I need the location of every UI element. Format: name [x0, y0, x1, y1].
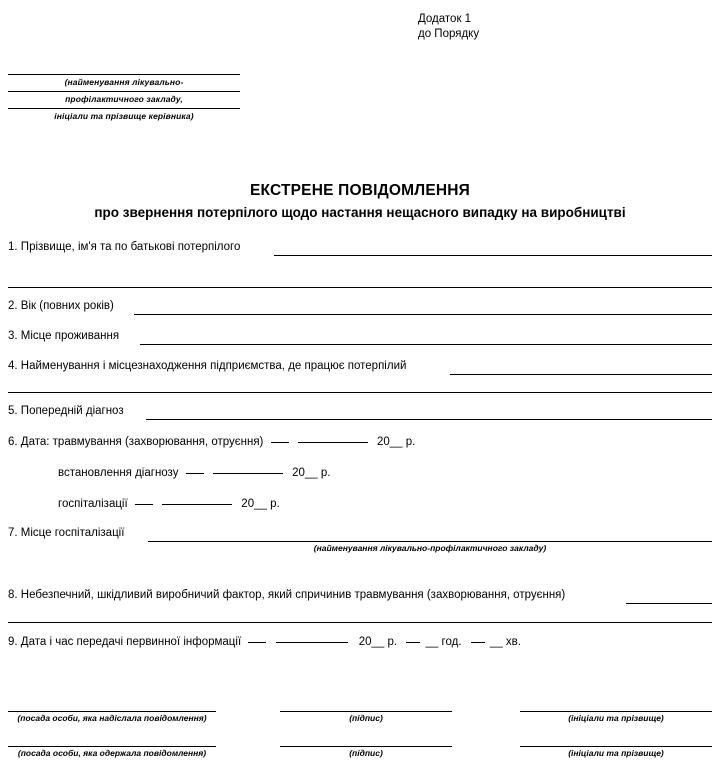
- signature-caption-2-name: (ініціали та прізвище): [568, 748, 664, 758]
- item-1-field-line-2[interactable]: [8, 287, 712, 288]
- item-6-number: 6.: [8, 436, 18, 448]
- signature-caption-1-position: (посада особи, яка надіслала повідомлення): [17, 713, 207, 723]
- signature-rule-1-position[interactable]: [8, 711, 216, 712]
- item-8-field-line-2[interactable]: [8, 622, 712, 623]
- item-1-label: [8, 241, 240, 253]
- signature-caption-1-name: (ініціали та прізвище): [568, 713, 664, 723]
- item-7-number: 7.: [8, 527, 18, 539]
- item-1-text: Прізвище, ім'я та по батькові потерпілого: [20, 241, 241, 253]
- item-6-hospitalization-label: госпіталізації: [58, 498, 128, 510]
- appendix-header: [418, 12, 479, 42]
- item-1-number: 1.: [8, 241, 18, 253]
- item-2-field-line[interactable]: [134, 314, 712, 315]
- item-6-hospitalization-year-suffix: 20__ р.: [241, 498, 280, 510]
- signature-rule-2-sign[interactable]: [280, 746, 452, 747]
- item-3-label: [8, 330, 119, 342]
- item-9-year-suffix: 20__ р.: [358, 636, 398, 648]
- institution-caption-3: ініціали та прізвище керівника): [54, 111, 194, 121]
- item-4-field-line-1[interactable]: [450, 374, 712, 375]
- item-7-text: Місце госпіталізації: [20, 527, 125, 539]
- item-4-text: Найменування і місцезнаходження підприємства, де працює потерпілий: [20, 360, 407, 372]
- signature-rule-2-name[interactable]: [520, 746, 712, 747]
- item-4-number: 4.: [8, 360, 18, 372]
- item-5-number: 5.: [8, 405, 18, 417]
- institution-caption-2: профілактичного закладу,: [65, 94, 183, 104]
- item-8-field-line-1[interactable]: [626, 603, 712, 604]
- item-7-caption: (найменування лікувально-профілактичного закладу): [313, 543, 547, 553]
- institution-block: [8, 74, 240, 125]
- item-2-label: [8, 300, 114, 312]
- appendix-number: Додаток 1: [418, 13, 472, 25]
- item-6-text: Дата: травмування (захворювання, отруєння): [20, 436, 264, 448]
- item-9-day-field[interactable]: [248, 642, 266, 643]
- item-6-day-field[interactable]: [271, 442, 289, 443]
- item-5-text: Попередній діагноз: [20, 405, 124, 417]
- item-9-text: Дата і час передачі первинної інформації: [20, 636, 242, 648]
- item-7-label: [8, 527, 124, 539]
- item-4-label: [8, 360, 406, 372]
- item-6-year-suffix: 20__ р.: [376, 436, 416, 448]
- item-9-month-field[interactable]: [276, 642, 348, 643]
- item-9-number: 9.: [8, 636, 18, 648]
- institution-caption-1: (найменування лікувально-: [64, 77, 184, 87]
- item-6-diagnosis-year-suffix: 20__ р.: [292, 467, 331, 479]
- page-subtitle: про звернення потерпілого щодо настання нещасного випадку на виробництві: [94, 205, 626, 220]
- item-2-number: 2.: [8, 300, 18, 312]
- signature-caption-2-position: (посада особи, яка одержала повідомлення): [17, 748, 207, 758]
- item-7-field-line[interactable]: [148, 541, 712, 542]
- item-6-diagnosis-row: [58, 467, 330, 479]
- item-6-diagnosis-day-field[interactable]: [186, 473, 204, 474]
- item-6-diagnosis-label: встановлення діагнозу: [58, 467, 179, 479]
- item-8-number: 8.: [8, 589, 18, 601]
- item-6-month-field[interactable]: [298, 442, 368, 443]
- item-5-label: [8, 405, 124, 417]
- item-9-hour-field[interactable]: [406, 642, 420, 643]
- item-2-text: Вік (повних років): [20, 300, 114, 312]
- item-4-field-line-2[interactable]: [8, 392, 712, 393]
- signature-rule-1-sign[interactable]: [280, 711, 452, 712]
- item-6-hospitalization-month-field[interactable]: [162, 504, 232, 505]
- item-9-minute-suffix: __ хв.: [489, 636, 521, 648]
- signature-caption-1-sign: (підпис): [349, 713, 383, 723]
- signature-rule-2-position[interactable]: [8, 746, 216, 747]
- item-9-hour-suffix: __ год.: [425, 636, 462, 648]
- item-6-hospitalization-row: [58, 498, 280, 510]
- item-5-field-line[interactable]: [146, 419, 712, 420]
- item-9-minute-field[interactable]: [471, 642, 485, 643]
- item-3-number: 3.: [8, 330, 18, 342]
- page-title: ЕКСТРЕНЕ ПОВІДОМЛЕННЯ: [249, 182, 471, 199]
- item-6-hospitalization-day-field[interactable]: [135, 504, 153, 505]
- item-3-field-line[interactable]: [140, 344, 712, 345]
- item-1-field-line-1[interactable]: [274, 255, 712, 256]
- item-6-label: [8, 436, 415, 448]
- item-9-label: [8, 636, 521, 648]
- appendix-reference: до Порядку: [418, 28, 480, 40]
- signature-rule-1-name[interactable]: [520, 711, 712, 712]
- item-8-text: Небезпечний, шкідливий виробничий фактор, який спричинив травмування (захворювання, отруєння): [20, 589, 566, 601]
- item-8-label: [8, 589, 565, 601]
- signature-caption-2-sign: (підпис): [349, 748, 383, 758]
- item-3-text: Місце проживання: [20, 330, 120, 342]
- item-6-diagnosis-month-field[interactable]: [213, 473, 283, 474]
